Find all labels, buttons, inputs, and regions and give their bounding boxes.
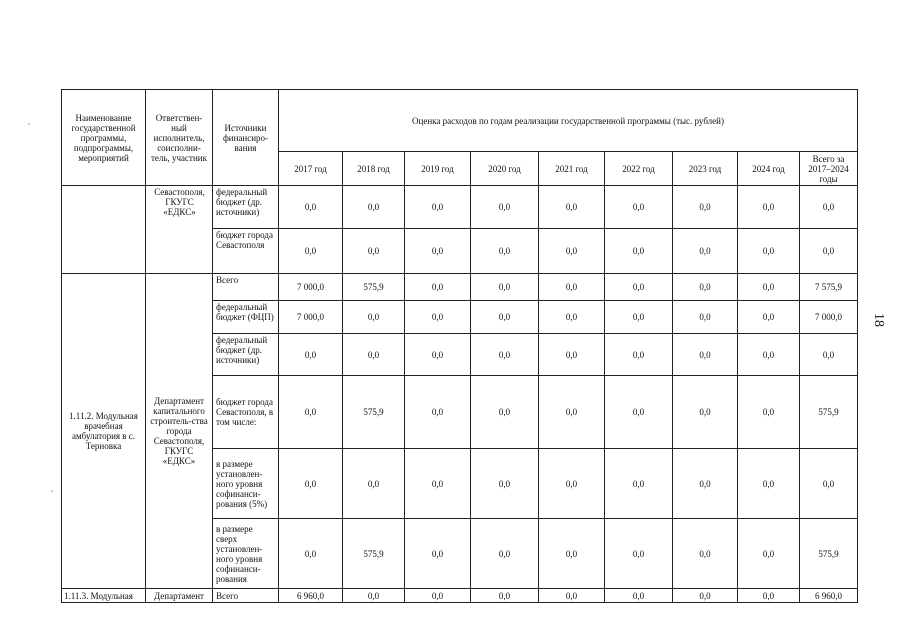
value-cell: 0,0 [279,376,343,449]
value-cell: 0,0 [605,449,673,519]
value-cell: 0,0 [471,376,539,449]
header-year-total: Всего за 2017–2024 годы [800,152,858,186]
value-cell: 0,0 [279,334,343,376]
value-cell: 0,0 [471,301,539,334]
value-cell: 0,0 [738,301,800,334]
header-source: Источники финансиро-вания [213,90,279,186]
header-responsible: Ответствен-ный исполнитель, соисполни-тель, участник [146,90,213,186]
value-cell: 0,0 [405,274,471,301]
table-row [62,589,858,603]
value-cell: 0,0 [605,334,673,376]
value-cell: 0,0 [405,229,471,274]
value-cell: 0,0 [738,449,800,519]
value-cell: 0,0 [471,589,539,603]
value-cell: 0,0 [800,186,858,229]
value-cell: 7 000,0 [279,301,343,334]
value-cell: 0,0 [279,519,343,589]
value-cell: 0,0 [673,301,738,334]
value-cell: 0,0 [343,229,405,274]
value-cell: 0,0 [471,334,539,376]
value-cell: 0,0 [405,519,471,589]
source-cell: в размере сверх установлен-ного уровня софинанси-рования [213,519,279,589]
value-cell: 0,0 [738,376,800,449]
value-cell: 0,0 [738,229,800,274]
value-cell: 0,0 [673,519,738,589]
value-cell: 0,0 [343,301,405,334]
value-cell: 0,0 [471,274,539,301]
header-year: 2020 год [471,152,539,186]
value-cell: 0,0 [605,519,673,589]
value-cell: 7 000,0 [279,274,343,301]
value-cell: 575,9 [343,274,405,301]
value-cell: 0,0 [405,589,471,603]
value-cell: 0,0 [673,229,738,274]
source-cell: федеральный бюджет (др. источники) [213,334,279,376]
responsible-cell: Севастополя, ГКУГС «ЕДКС» [146,186,213,274]
value-cell: 0,0 [471,186,539,229]
header-year: 2022 год [605,152,673,186]
value-cell: 0,0 [605,589,673,603]
value-cell: 6 960,0 [279,589,343,603]
header-year: 2019 год [405,152,471,186]
source-cell: Всего [213,274,279,301]
value-cell: 0,0 [673,274,738,301]
value-cell: 0,0 [673,186,738,229]
value-cell: 575,9 [800,519,858,589]
value-cell: 0,0 [800,334,858,376]
value-cell: 0,0 [605,274,673,301]
header-name: Наименование государственной программы, подпрограммы, мероприятий [62,90,146,186]
value-cell: 0,0 [539,334,605,376]
header-row [62,90,858,152]
value-cell: 0,0 [539,186,605,229]
header-year: 2021 год [539,152,605,186]
value-cell: 0,0 [279,186,343,229]
value-cell: 0,0 [471,449,539,519]
value-cell: 0,0 [279,229,343,274]
value-cell: 0,0 [605,186,673,229]
budget-table [61,89,858,603]
value-cell: 0,0 [738,274,800,301]
value-cell: 0,0 [738,589,800,603]
header-year: 2024 год [738,152,800,186]
value-cell: 0,0 [673,334,738,376]
scan-mark [28,123,30,125]
source-cell: в размере установлен-ного уровня софинанси-рования (5%) [213,449,279,519]
page-number: 18 [871,313,886,327]
scan-mark [51,490,53,492]
value-cell: 0,0 [673,449,738,519]
measure-name-cell: 1.11.3. Модульная [62,589,146,603]
value-cell: 7 000,0 [800,301,858,334]
value-cell: 0,0 [539,229,605,274]
value-cell: 0,0 [673,589,738,603]
value-cell: 0,0 [539,519,605,589]
value-cell: 575,9 [343,519,405,589]
value-cell: 575,9 [800,376,858,449]
value-cell: 0,0 [539,274,605,301]
name-cell-empty [62,186,146,274]
value-cell: 0,0 [738,334,800,376]
value-cell: 0,0 [343,589,405,603]
value-cell: 0,0 [343,186,405,229]
header-year: 2017 год [279,152,343,186]
measure-name-cell: 1.11.2. Модульная врачебная амбулатория в с. Терновка [62,274,146,589]
source-cell: федеральный бюджет (ФЦП) [213,301,279,334]
value-cell: 0,0 [539,376,605,449]
value-cell: 0,0 [800,229,858,274]
value-cell: 0,0 [738,186,800,229]
value-cell: 0,0 [279,449,343,519]
source-cell: бюджет города Севастополя, в том числе: [213,376,279,449]
value-cell: 6 960,0 [800,589,858,603]
value-cell: 0,0 [605,301,673,334]
header-year: 2023 год [673,152,738,186]
value-cell: 0,0 [605,229,673,274]
value-cell: 575,9 [343,376,405,449]
value-cell: 0,0 [673,376,738,449]
source-cell: бюджет города Севастополя [213,229,279,274]
value-cell: 0,0 [539,301,605,334]
value-cell: 0,0 [471,519,539,589]
value-cell: 0,0 [343,449,405,519]
value-cell: 0,0 [539,449,605,519]
value-cell: 0,0 [405,334,471,376]
responsible-cell: Департамент капитального строитель-ства города Севастополя, ГКУГС «ЕДКС» [146,274,213,589]
header-year: 2018 год [343,152,405,186]
source-cell: Всего [213,589,279,603]
responsible-cell: Департамент [146,589,213,603]
value-cell: 0,0 [405,449,471,519]
value-cell: 0,0 [738,519,800,589]
value-cell: 0,0 [471,229,539,274]
value-cell: 0,0 [605,376,673,449]
value-cell: 0,0 [343,334,405,376]
value-cell: 0,0 [539,589,605,603]
value-cell: 7 575,9 [800,274,858,301]
value-cell: 0,0 [405,301,471,334]
table-row [62,274,858,301]
value-cell: 0,0 [405,186,471,229]
value-cell: 0,0 [405,376,471,449]
header-estimate: Оценка расходов по годам реализации государственной программы (тыс. рублей) [279,90,858,152]
source-cell: федеральный бюджет (др. источники) [213,186,279,229]
value-cell: 0,0 [800,449,858,519]
table-row [62,186,858,229]
